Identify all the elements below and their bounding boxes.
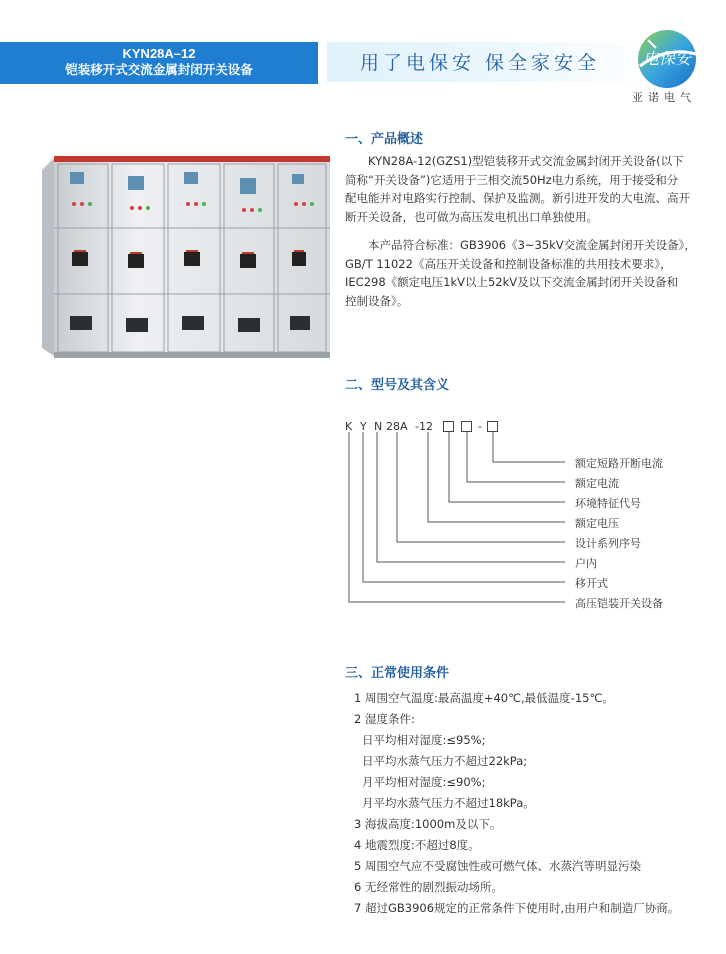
logo-text: 电保安 [642, 49, 692, 68]
meaning-breaking-current: 额定短路开断电流 [575, 457, 663, 470]
meaning-rated-voltage: 额定电压 [575, 517, 619, 530]
condition-item: 7 超过GB3906规定的正常条件下使用时,由用户和制造厂协商。 [354, 901, 680, 915]
meaning-indoor: 户内 [575, 557, 597, 570]
condition-item: 1 周围空气温度:最高温度+40℃,最低温度-15℃。 [354, 691, 614, 705]
intro-line-4: 断开关设备，也可做为高压发电机出口单独使用。 [345, 209, 598, 224]
condition-item: 月平均水蒸气压力不超过18kPa。 [362, 796, 535, 810]
condition-item: 6 无经常性的剧烈振动场所。 [354, 880, 503, 894]
meaning-hv-armored-switchgear: 高压铠装开关设备 [575, 597, 663, 610]
slogan: 用了电保安 保全家安全 [360, 52, 601, 74]
meaning-rated-current: 额定电流 [575, 477, 619, 490]
condition-item: 3 海拔高度:1000m及以下。 [354, 817, 502, 831]
condition-item: 2 湿度条件: [354, 712, 415, 726]
meaning-withdrawable: 移开式 [575, 577, 608, 590]
section3-title: 三、正常使用条件 [345, 666, 450, 681]
standards-line-2: GB/T 11022《高压开关设备和控制设备标准的共用技术要求》， [345, 256, 672, 271]
brand-name: 亚诺电气 [632, 91, 696, 104]
condition-item: 日平均水蒸气压力不超过22kPa; [362, 754, 528, 768]
meaning-environment-code: 环境特征代号 [575, 497, 641, 510]
intro-line-1: KYN28A-12(GZS1)型铠装移开式交流金属封闭开关设备(以下 [368, 154, 684, 168]
code-12: -12 [415, 420, 433, 433]
model-title: KYN28A–12 [122, 46, 196, 61]
condition-item: 日平均相对湿度:≤95%; [362, 733, 486, 747]
meaning-design-series: 设计系列序号 [575, 537, 641, 550]
condition-item: 4 地震烈度:不超过8度。 [354, 838, 480, 852]
code-k: K [345, 420, 353, 433]
code-n: N [374, 420, 383, 433]
standards-line-1: 本产品符合标准：GB3906《3~35kV交流金属封闭开关设备》， [368, 238, 696, 252]
section1-title: 一、产品概述 [345, 132, 424, 147]
code-y: Y [360, 420, 367, 433]
product-name: 铠装移开式交流金属封闭开关设备 [65, 62, 253, 77]
standards-line-4: 控制设备》。 [345, 293, 409, 308]
intro-line-3: 配电能并对电路实行控制、保护及监测。新引进开发的大电流、高开 [345, 191, 690, 205]
condition-item: 月平均相对湿度:≤90%; [362, 775, 486, 789]
condition-item: 5 周围空气应不受腐蚀性或可燃气体、水蒸汽等明显污染 [354, 859, 641, 873]
section2-title: 二、型号及其含义 [345, 378, 450, 393]
code-dash: - [478, 420, 482, 433]
intro-line-2: 简称“开关设备”)它适用于三相交流50Hz电力系统，用于接受和分 [345, 172, 679, 187]
code-28a: 28A [386, 420, 408, 433]
standards-line-3: IEC298《额定电压1kV以上52kV及以下交流金属封闭开关设备和 [345, 275, 679, 289]
